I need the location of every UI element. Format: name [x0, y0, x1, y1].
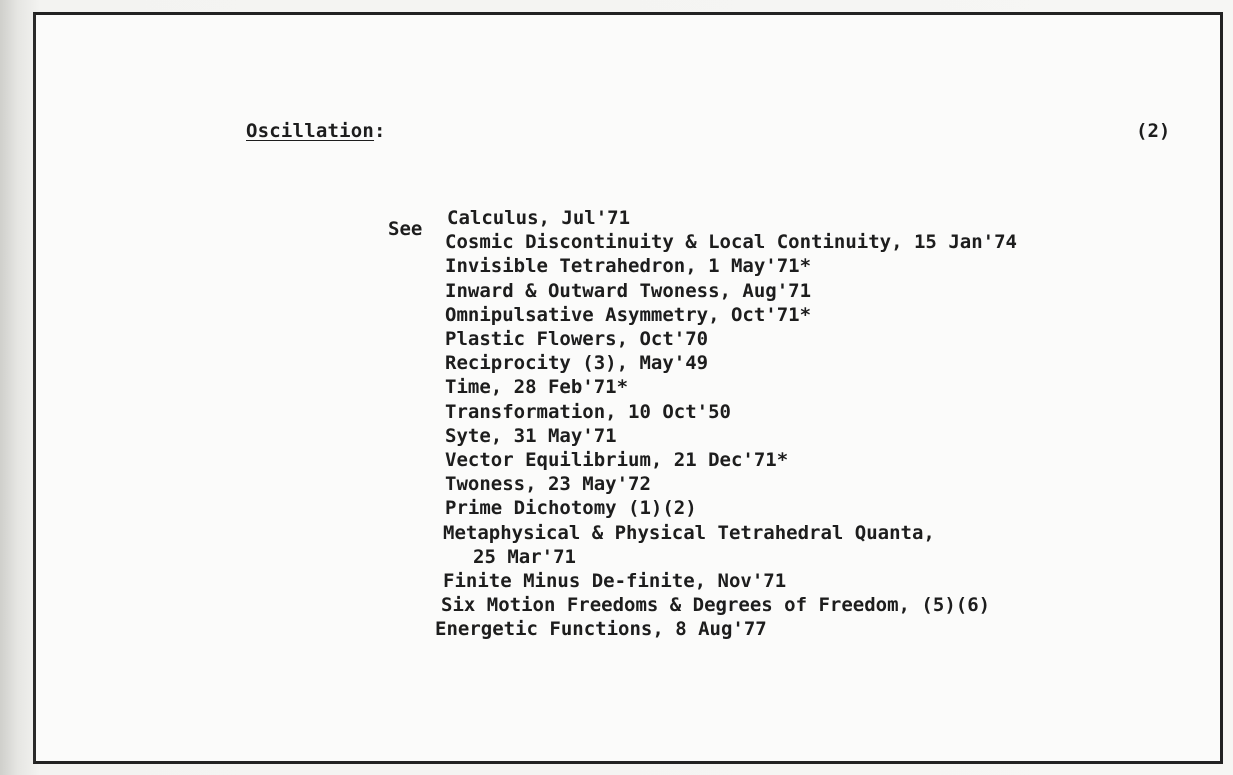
reference-item: Plastic Flowers, Oct'70: [445, 328, 709, 351]
reference-item: Twoness, 23 May'72: [445, 473, 651, 496]
card-heading-title: Oscillation: [246, 120, 375, 142]
reference-item: Syte, 31 May'71: [445, 424, 617, 447]
reference-item: Time, 28 Feb'71*: [445, 376, 629, 399]
reference-item-continuation: 25 Mar'71: [473, 545, 576, 568]
reference-item: Omnipulsative Asymmetry, Oct'71*: [445, 303, 812, 326]
index-card: [33, 12, 1223, 764]
reference-item: Finite Minus De-finite, Nov'71: [443, 570, 787, 593]
card-number: (2): [1136, 120, 1171, 142]
reference-item: Prime Dichotomy (1)(2): [445, 497, 697, 520]
reference-item: Invisible Tetrahedron, 1 May'71*: [445, 255, 812, 278]
reference-item: Reciprocity (3), May'49: [445, 352, 709, 375]
reference-item: Metaphysical & Physical Tetrahedral Quanta,: [443, 521, 935, 544]
see-label: See: [388, 218, 423, 240]
reference-item: Inward & Outward Twoness, Aug'71: [445, 279, 812, 302]
card-heading: [246, 120, 386, 142]
reference-item: Cosmic Discontinuity & Local Continuity, 15 Jan'74: [445, 231, 1017, 254]
reference-item: Transformation, 10 Oct'50: [445, 400, 731, 423]
reference-item: Calculus, Jul'71: [447, 207, 631, 229]
reference-item: Six Motion Freedoms & Degrees of Freedom, (5)(6): [441, 594, 991, 617]
reference-item: Energetic Functions, 8 Aug'77: [435, 618, 767, 641]
reference-list: [435, 206, 1017, 642]
card-heading-colon: :: [374, 120, 386, 142]
reference-item: Vector Equilibrium, 21 Dec'71*: [445, 449, 789, 472]
